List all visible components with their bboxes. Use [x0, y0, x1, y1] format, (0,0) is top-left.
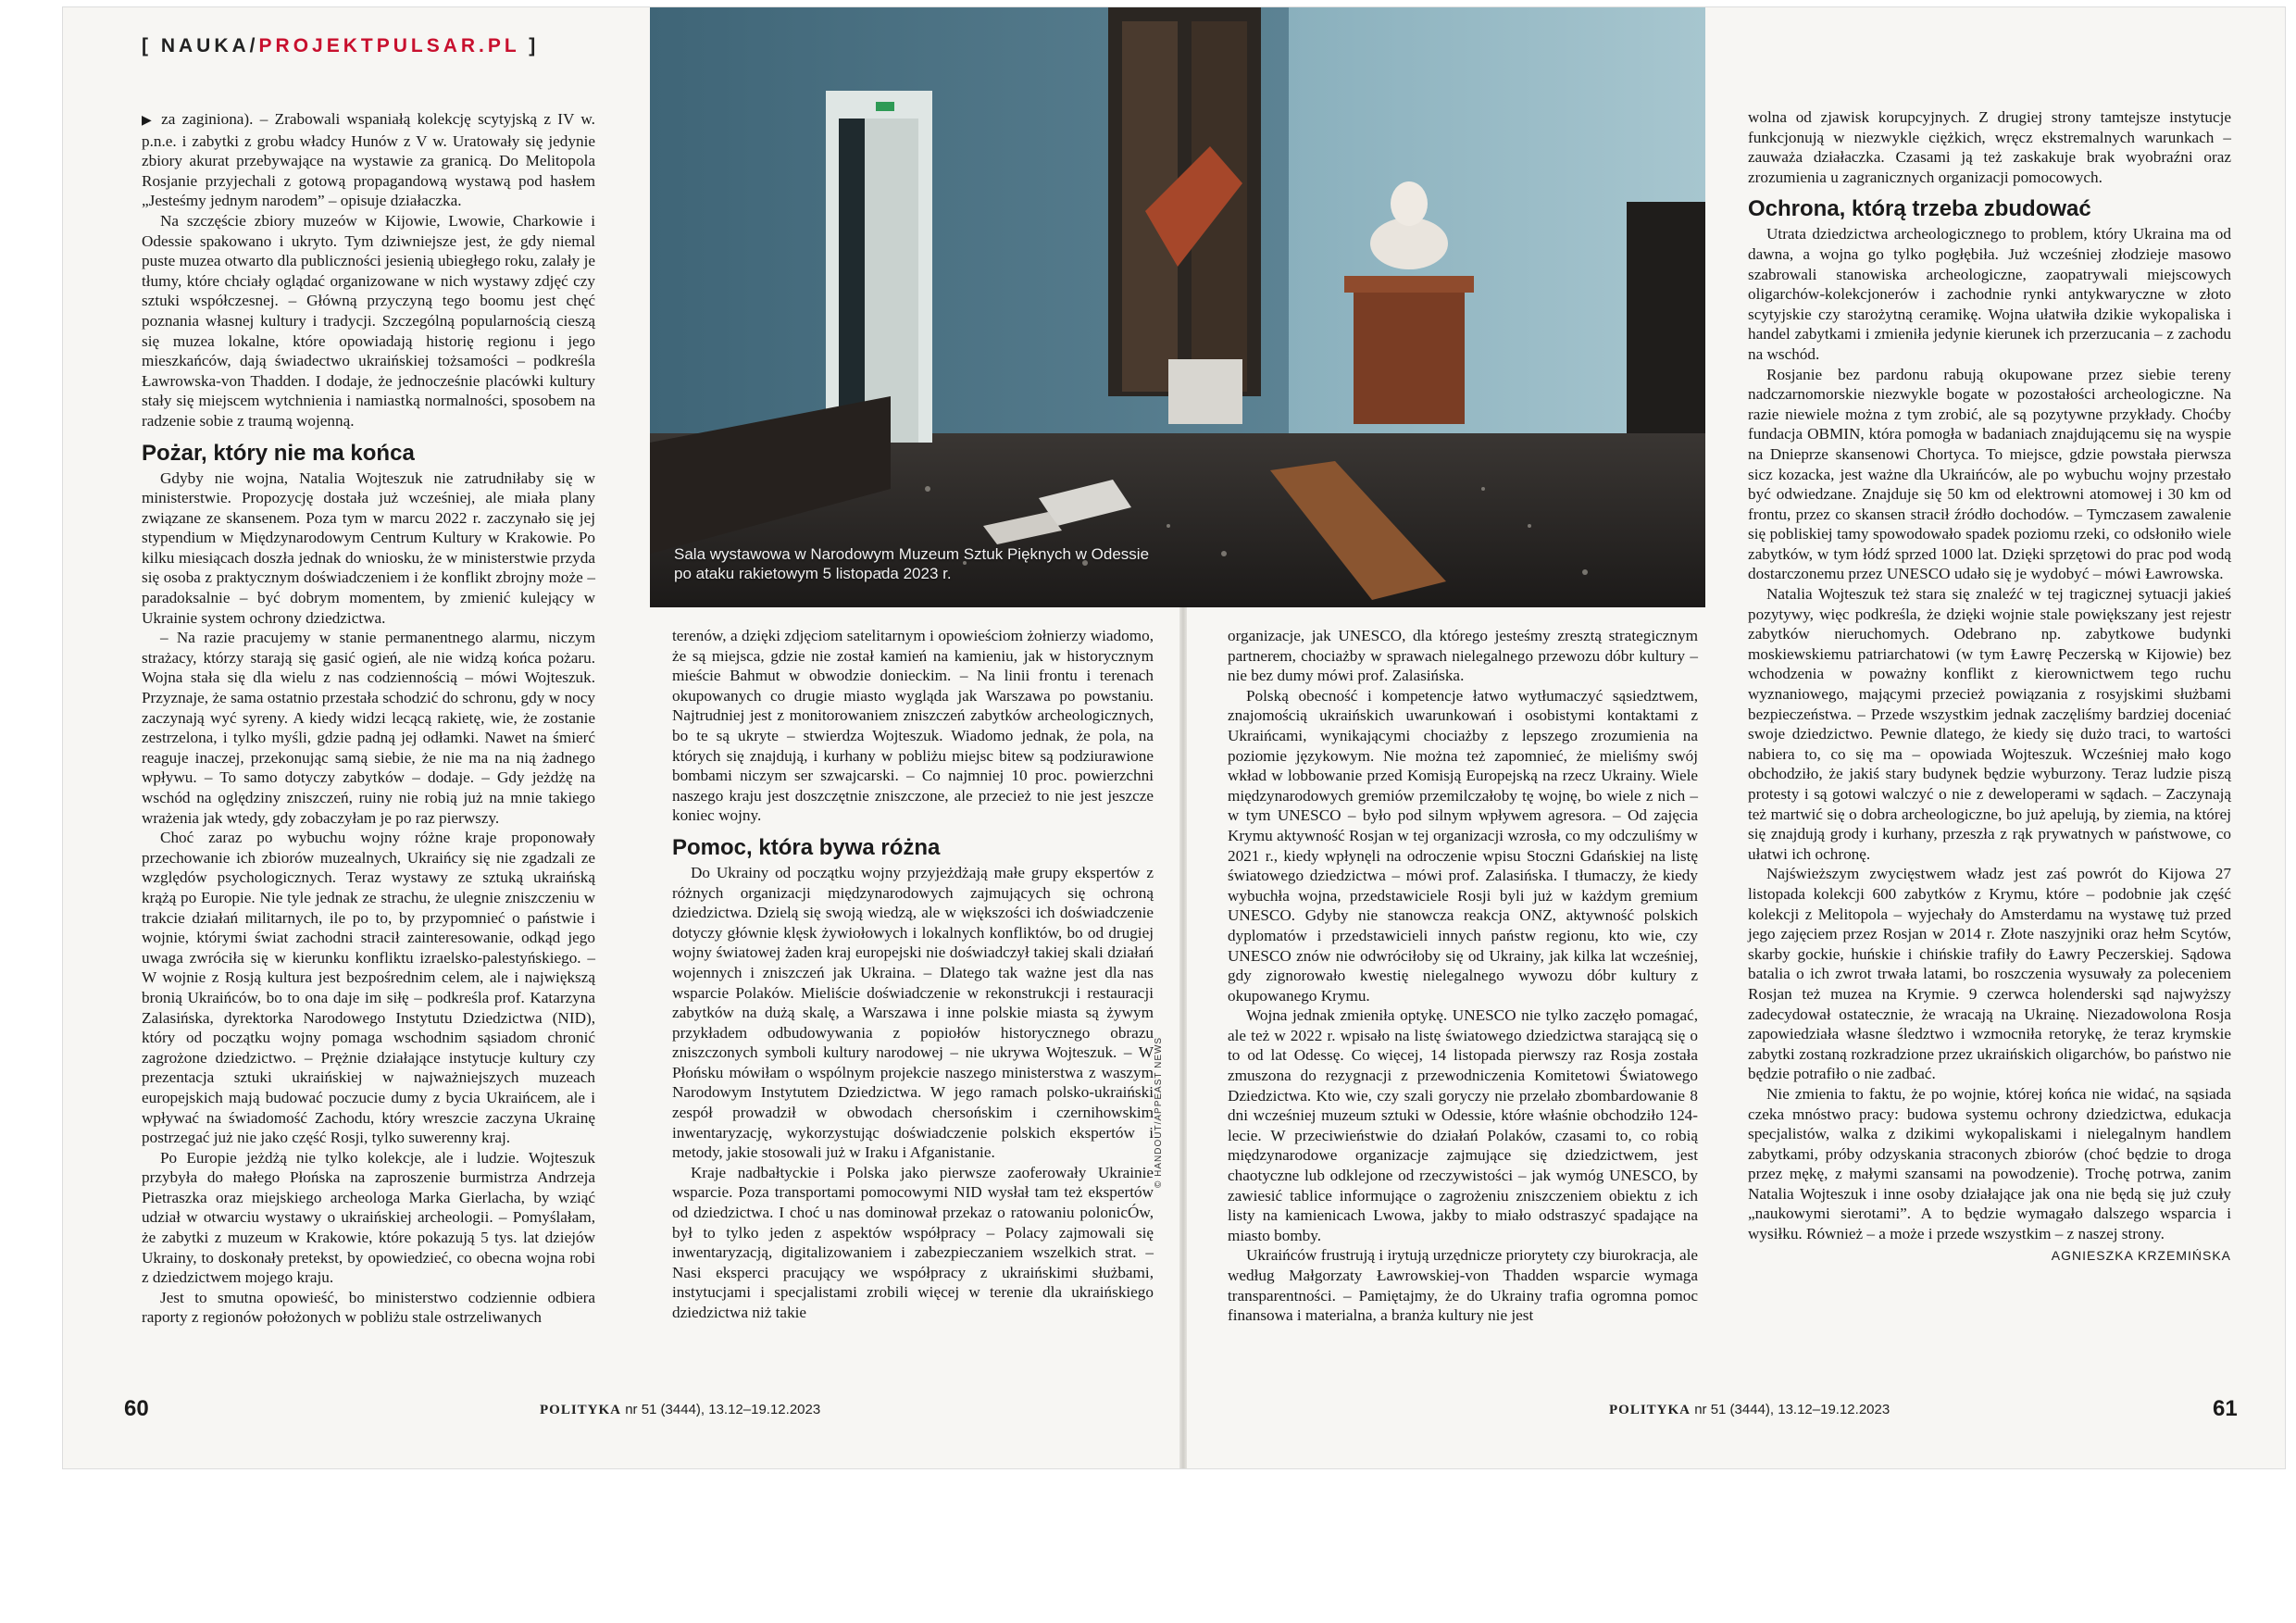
paragraph: organizacje, jak UNESCO, dla którego jesteśmy zresztą strategicznym partnerem, chociażby w sprawach nielegalnego przewozu dóbr kultury – nie bez dumy mówi prof. Zalasińska.: [1228, 627, 1698, 685]
section-name: NAUKA/: [160, 35, 259, 56]
subheading: Pomoc, która bywa różna: [672, 834, 941, 860]
left-masthead: [540, 1402, 820, 1418]
paragraph: Gdyby nie wojna, Natalia Wojteszuk nie zatrudniłaby się w ministerstwie. Propozycję dostała już wcześniej, ale miała plany związane ze skansenem. Poza tym w marcu 2022 r. zaczynało się jej stypendium w Międzynarodowym Centrum Kultury w Krakowie. Po kilku miesiącach doszła jednak do wniosku, że w ministerstwie przyda się osoba z praktycznym doświadczeniem i że konflikt zbrojny może – paradoksalnie – być dobrym momentem, by zmienić kulejący w Ukrainie system ochrony dziedzictwa.: [142, 468, 595, 627]
right-footer: [2213, 1396, 2238, 1422]
caption-line-1: Sala wystawowa w Narodowym Muzeum Sztuk Pięknych w Odessie: [674, 545, 1150, 563]
paragraph: Do Ukrainy od początku wojny przyjeżdżają małe grupy ekspertów z różnych organizacji międzynarodowych zajmujących się ochroną dziedzictwa. Dzielą się swoją wiedzą, ale w większości ich doświadczenie dotyczy głównie klęsk żywiołowych i lokalnych konfliktów, bo od drugiej wojny światowej żaden kraj europejski nie doświadczył takiej skali działań wojennych i zniszczeń jak Ukraina. – Dlatego tak ważne jest dla nas wsparcie Polaków. Mieliście doświadczenie w rekonstrukcji i restauracji zabytków na dużą skalę, a Warszawa i inne polskie miasta są żywym przykładem odbudowywania z popiołów historycznego obrazu zniszczonych symboli kultury narodowej – nie ukrywa Wojteszuk. – W Płońsku mówiłam o wspólnym projekcie naszego ministerstwa z waszym Narodowym Instytutem Dziedzictwa. W jego ramach polsko-ukraiński zespół prowadził w obwodach chersońskim i czernihowskim inwentaryzację, wykorzystując doświadczenie polskich ekspertów i metody, jakie stosowali już w Iraku i Afganistanie.: [672, 863, 1154, 1162]
museum-hall-illustration: [650, 7, 1705, 607]
page-number-left: 60: [124, 1396, 149, 1421]
paragraph: – Na razie pracujemy w stanie permanentnego alarmu, niczym strażacy, którzy starają się gasić ogień, ale nie widzą końca pożaru. Wojna stała się dla wielu z nas codziennością – mówi Wojteszuk. Przyznaje, że sama ostatnio przestała schodzić do schronu, gdy w nocy zaczynają wyć syreny. A kiedy widzi lecącą rakietę, wie, że zostanie zestrzelona, i tylko myśli, gdzie padną jej odłamki. Nawet na śmierć reaguje inaczej, przekonując samą siebie, że nie ma na nią żadnego wpływu. – To samo dotyczy zabytków – dodaje. – Gdy jeżdżę na wschód na oględziny zniszczeń, ruiny nie robią już na mnie takiego wrażenia jak wtedy, gdy zobaczyłam je po raz pierwszy.: [142, 629, 595, 827]
paragraph: Polską obecność i kompetencje łatwo wytłumaczyć sąsiedztwem, znajomością ukraińskich uwarunkowań i osobistymi kontaktami z Ukraińcami, wynikającymi chociażby z lepszego zrozumienia na poziomie językowym. Nie można też zapomnieć, że mieliśmy swój wkład w lobbowanie przed Komisją Europejską na rzecz Ukrainy. Wiele międzynarodowych gremiów przemilczałoby tę wojnę, bo wiele z nich – w tym UNESCO – było pod silnym wpływem agresora. – Od zajęcia Krymu aktywność Rosjan w tej organizacji wzrosła, co my odczuliśmy w 2021 r., kiedy wpłynęli na odroczenie wpisu Stoczni Gdańskiej na listę światowego dziedzictwa – mówi prof. Zalasińska. I tłumaczy, że kiedy wybuchła wojna, przedstawiciele Rosji byli już w każdym gremium UNESCO. Gdyby nie stanowcza reakcja ONZ, aktywność polskich dyplomatów i przedstawicieli innych państw regionu, kto wie, czy UNESCO znów nie odwróciłoby się od Ukrainy, jak kilka lat wcześniej, gdy zignorowało kwestię nielegalnego wywozu dóbr kultury z okupowanego Krymu.: [1228, 686, 1698, 1005]
right-masthead: [1609, 1402, 1890, 1418]
left-footer: [124, 1396, 149, 1422]
paragraph: Rosjanie bez pardonu rabują okupowane przez siebie tereny nadczarnomorskie niezwykle bogate w pozostałości archeologiczne. Na razie niewiele można z tym zrobić, ale są pozytywne przykłady. Choćby fundacja OBMIN, która pomogła w badaniach znajdującemu się na wyspie na Dnieprze skansenowi Chortyca. To miejsce, gdzie powstała pierwsza sicz kozacka, jest ważne dla Ukraińców, ale po wybuchu wojny przestało być odwiedzane. Znajduje się 50 km od elektrowni atomowej i 30 km od frontu, przez co skansen stracił źródło dochodów. – Tymczasem zawalenie się pobliskiej tamy spowodowało spadek poziomu rzeki, co odsłoniło wiele zabytków, w tym łódź sprzed 1000 lat. Dzięki sprzętowi do prac pod wodą dostarczonemu przez UNESCO udało się je wydobyć – mówi Ławrowska.: [1748, 365, 2231, 583]
page-number-right: 61: [2213, 1396, 2238, 1421]
paragraph: wolna od zjawisk korupcyjnych. Z drugiej strony tamtejsze instytucje funkcjonują w niezwykle ciężkich, wręcz ekstremalnych warunkach – zauważa działaczka. Czasami ją też zaskakuje brak wyobraźni oraz zrozumienia u zagranicznych organizacji pomocowych.: [1748, 108, 2231, 186]
author-byline: AGNIESZKA KRZEMIŃSKA: [2051, 1247, 2231, 1263]
paragraph: Jest to smutna opowieść, bo ministerstwo codziennie odbiera raporty z regionów położonych w pobliżu stale ostrzeliwanych: [142, 1288, 595, 1327]
section-site: PROJEKTPULSAR.PL: [258, 35, 520, 56]
photo-caption: [674, 544, 1192, 583]
column-1: [142, 109, 595, 1328]
paragraph: Utrata dziedzictwa archeologicznego to problem, który Ukraina ma od dawna, a wojna go tylko pogłębiła. Już wcześniej złodzieje masowo szabrowali stanowiska archeologiczne, zaopatrywali miejscowych oligarchów-kolekcjonerów i zachodnie rynki antykwaryczne w złoto scytyjskie czy starożytną ceramikę. Wojna ułatwiła dzikie wykopaliska i handel zabytkami i zmieniła jedynie kierunek ich przerzucania – z zachodu na wschód.: [1748, 225, 2231, 363]
photo-credit: © HANDOUT/APPEAST NEWS: [1154, 1036, 1164, 1188]
paragraph: Po Europie jeżdżą nie tylko kolekcje, ale i ludzie. Wojteszuk przybyła do małego Płońska na zaproszenie burmistrza Andrzeja Pietraszka oraz miejskiego archeologa Marka Gierlacha, by wziąć udział w otwarciu wystawy o ukraińskiej archeologii. – Pomyślałam, że zabytki z muzeum w Krakowie, które pokazują 5 tys. lat dziejów Ukrainy, to doskonały pretekst, by opowiedzieć, co obecna wojna robi z dziedzictwem mojego kraju.: [142, 1148, 595, 1287]
caption-line-2: po ataku rakietowym 5 listopada 2023 r.: [674, 565, 952, 582]
issue-info: nr 51 (3444), 13.12–19.12.2023: [625, 1402, 821, 1417]
paragraph-text: za zaginiona). – Zrabowali wspaniałą kolekcję scytyjską z IV w. p.n.e. i zabytki z grobu władcy Hunów z V w. Uratowały się jedynie zbiory akurat przebywające na wystawie za granicą. Do Melitopola Rosjanie przyjechali z gotową propagandową wystawą pod hasłem „Jesteśmy jednym narodem” – opisuje działaczka.: [142, 110, 595, 210]
museum-photo: [650, 7, 1705, 607]
continuation-arrow-icon: ▶: [142, 113, 155, 128]
masthead-logo: POLITYKA: [540, 1403, 622, 1417]
section-header: [142, 35, 539, 57]
paragraph: Natalia Wojteszuk też stara się znaleźć w tej tragicznej sytuacji jakieś pozytywy, więc podkreśla, że dzięki wojnie stale powiększany jest rejestr zabytków nieruchomych. Odebrano np. zabytkowe budynki moskiewskiemu patriarchatowi (w tym Ławrę Peczerską w Kijowie) bez wchodzenia w poważny konflikt z kierownictwem tego ruchu wyznaniowego, mającymi przecież powiązania z rosyjskimi służbami bezpieczeństwa. – Przede wszystkim jednak zaczęliśmy bardziej doceniać swoje dziedzictwo. Pewnie dlatego, że kiedy się dużo traci, to wartości nabiera to, co się ma – opowiada Wojteszuk. Wcześniej mało kogo obchodziło, że jakiś stary budynek będzie wyburzony. Teraz ludzie piszą protesty i są gotowi walczyć o nie z deweloperami w sądach. – Zaczynają też martwić się o dobra archeologiczne, bo już apelują, by ziemia, na której się znajdują grody i kurhany, przeszła z rąk prywatnych w państwowe, co ułatwi ich ochronę.: [1748, 585, 2231, 863]
paragraph: Ukraińców frustrują i irytują urzędnicze priorytety czy biurokracja, ale według Małgorzaty Ławrowskiej-von Thadden wsparcie wymaga transparentności. – Pamiętajmy, że do Ukrainy trafia ogromna pomoc finansowa i materialna, a branża kultury nie jest: [1228, 1246, 1698, 1325]
bracket-open: [: [142, 35, 152, 56]
paragraph: terenów, a dzięki zdjęciom satelitarnym i opowieściom żołnierzy wiadomo, że są miejsca, gdzie nie został kamień na kamieniu, jak w historycznym mieście Bahmut w obwodzie donieckim. – Na linii frontu i terenach okupowanych co drugie miasto wygląda jak Warszawa po powstaniu. Najtrudniej jest z monitorowaniem zniszczeń zabytków archeologicznych, bo te są ukryte – stwierdza Wojteszuk. Wiadomo jednak, że pola, na których się znajdują, i kurhany w pobliżu miejsc bitew są podziurawione bombami niczym ser szwajcarski. – Co najmniej 10 proc. powierzchni naszego kraju jest doszczętnie zniszczone, ale przecież to nie jest jeszcze koniec wojny.: [672, 627, 1154, 825]
subheading: Pożar, który nie ma końca: [142, 440, 415, 466]
paragraph: Choć zaraz po wybuchu wojny różne kraje proponowały przechowanie ich zbiorów muzealnych, Ukraińcy się nie zgadzali ze względów psychologicznych. Teraz wystawy ze sztuką ukraińską krążą po Europie. Nie tyle jednak ze strachu, że ulegnie zniszczeniu w trakcie działań militarnych, ile po to, by przypomnieć o państwie i wojnie, którymi świat zachodni stracił zainteresowanie, odkąd jego uwaga zwróciła się w kierunku konfliktu izraelsko-palestyńskiego. – W wojnie z Rosją kultura jest bezpośrednim celem, ale i największą bronią Ukraińców, bo to ona daje im siłę – podkreśla prof. Katarzyna Zalasińska, dyrektorka Narodowego Instytutu Dziedzictwa (NID), który od początku wojny pomaga wschodnim sąsiadom chronić zagrożone dziedzictwo. – Prężnie działające instytucje kultury czy prezentacja sztuki ukraińskiej w najważniejszych muzeach europejskich mają budować poczucie dumy z bycia Ukraińcem, ale i wpływać na świadomość Zachodu, który wreszcie zaczyna Ukrainę postrzegać już nie jako część Rosji, tylko suwerenny kraj.: [142, 829, 595, 1147]
subheading: Ochrona, którą trzeba zbudować: [1748, 196, 2091, 222]
paragraph: Kraje nadbałtyckie i Polska jako pierwsze zaoferowały Ukrainie wsparcie. Poza transportami pomocowymi NID wysłał tam też ekspertów od dziedzictwa. I choć u nas dominował przekaz o ratowaniu polonicÓw, był to tylko jeden z aspektów współpracy – Polacy zajmowali się inwentaryzacją, digitalizowaniem i zabezpieczaniem wszelkich strat. – Nasi eksperci pracujący we współpracy z ukraińskimi służbami, instytucjami i specjalistami zrobili więcej w terenie dla ukraińskiego dziedzictwa niż takie: [672, 1163, 1154, 1321]
paragraph: Nie zmienia to faktu, że po wojnie, której końca nie widać, na sąsiada czeka mnóstwo pracy: budowa systemu ochrony dziedzictwa, edukacja specjalistów, walka z dzikimi wykopaliskami i nielegalnym handlem zabytkami, próby odzyskania straconych zbiorów (choć będzie to droga przez mękę, z małymi szansami na powodzenie). Trochę potrwa, zanim Natalia Wojteszuk i inne osoby działające jak ona nie będą się już czuły „naukowymi sierotami”. A to będzie wymagało dalszego wsparcia i wysiłku. Również – a może i przede wszystkim – z naszej strony.: [1748, 1084, 2231, 1243]
column-2: [672, 626, 1154, 1323]
paragraph: Na szczęście zbiory muzeów w Kijowie, Lwowie, Charkowie i Odessie spakowano i ukryto. Tym dziwniejsze jest, że gdy niemal puste muzea otwarto dla publiczności jesienią ubiegłego roku, zalały je tłumy, które chciały oglądać organizowane w nich wystawy zdjęć czy sztuki współczesnej. – Główną przyczyną tego boomu jest chęć poznania własnej kultury i tradycji. Szczególną popularnością cieszą się muzea lokalne, które opowiadają historię regionu i jego mieszkańców, dają świadectwo ukraińskiej tożsamości – podkreśla Ławrowska-von Thadden. I dodaje, że jednocześnie placówki kultury stały się miejscem wytchnienia i namiastką normalności, sposobem na radzenie sobie z traumą wojenną.: [142, 211, 595, 430]
paragraph: [142, 109, 595, 211]
issue-info: nr 51 (3444), 13.12–19.12.2023: [1694, 1402, 1890, 1417]
paragraph: Wojna jednak zmieniła optykę. UNESCO nie tylko zaczęło pomagać, ale też w 2022 r. wpisało na listę światowego dziedzictwa starającą się o to od lat Odessę. Co więcej, 14 listopada pierwszy raz Rosja została zmuszona do rezygnacji z przewodniczenia Komitetowi Światowego Dziedzictwa. Kto wie, czy szali goryczy nie przelało zbombardowanie 8 dni wcześniej muzeum sztuki w Odessie, które właśnie obchodziło 124-lecie. W przeciwieństwie do działań Polaków, czasami to, co robią międzynarodowe organizacje zajmujące się dziedzictwem, jest chaotyczne lub odklejone od rzeczywistości – jak wymóg UNESCO, by zawiesić tablice informujące o zagrożeniu zniszczeniem obiektu z ich listy na kamienicach Lwowa, jakby to miało odstraszyć spadające na miasto bomby.: [1228, 1006, 1698, 1244]
column-3: [1228, 626, 1698, 1326]
bracket-close: ]: [529, 35, 540, 56]
magazine-spread: [63, 7, 2285, 1468]
column-4: [1748, 107, 2231, 1266]
paragraph: Najświeższym zwycięstwem władz jest zaś powrót do Kijowa 27 listopada kolekcji 600 zabytków z Krymu, które – podobnie jak część kolekcji z Melitopola – wyjechały do Amsterdamu na wystawę tuż przed jego zajęciem przez Rosjan w 2014 r. Złote naszyjniki oraz hełm Scytów, skarby gockie, huńskie i chińskie trafiły do Ławry Peczerskiej. Sądowa batalia o ich zwrot trwała latami, bo roszczenia wysuwały za poleceniem Rosjan też muzea na Krymie. 9 czerwca holenderski sąd najwyższy zadecydował ostatecznie, że wracają na Ukrainę. Niezadowolona Rosja zapowiedziała własne śledztwo i wzmocniła retorykę, że teraz krymskie zabytki zostaną rozkradzione przez ukraińskich oligarchów, bo państwo nie będzie potrafiło o nie zadbać.: [1748, 865, 2231, 1083]
masthead-logo: POLITYKA: [1609, 1403, 1691, 1417]
